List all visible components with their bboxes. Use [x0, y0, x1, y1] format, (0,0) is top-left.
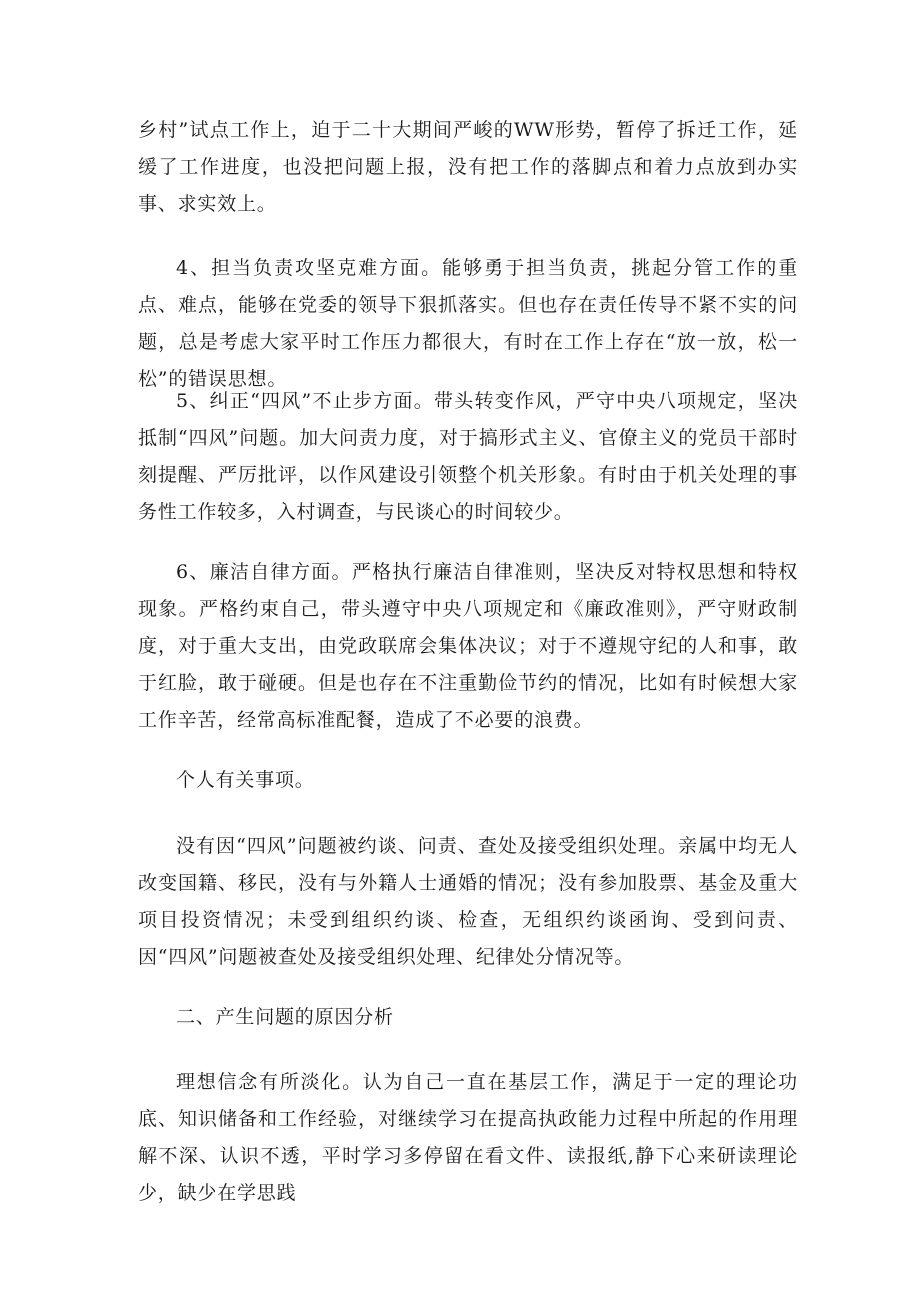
paragraph-personal-matters: 没有因“四风”问题被约谈、问责、查处及接受组织处理。亲属中均无人改变国籍、移民，没有与外籍人士通婚的情况；没有参加股票、基金及重大项目投资情况；未受到组织约谈、检查，无组织约谈函询、受到问责、因“四风”问题被查处及接受组织处理、纪律处分情况等。	[138, 835, 798, 968]
paragraph-continuation: 乡村”试点工作上，迫于二十大期间严峻的WW形势，暂停了拆迁工作，延缓了工作进度，也没把问题上报，没有把工作的落脚点和着力点放到办实事、求实效上。	[138, 119, 798, 215]
paragraph-cause-analysis: 理想信念有所淡化。认为自己一直在基层工作，满足于一定的理论功底、知识储备和工作经验，对继续学习在提高执政能力过程中所起的作用理解不深、认识不透，平时学习多停留在看文件、读报纸,静下心来研读理论少，缺少在学思践	[138, 1071, 798, 1204]
paragraph-item-4: 4、担当负责攻坚克难方面。能够勇于担当负责，挑起分管工作的重点、难点，能够在党委的领导下狠抓落实。但也存在责任传导不紧不实的问题，总是考虑大家平时工作压力都很大，有时在工作上存在“放一放，松一松”的错误思想。	[138, 257, 798, 390]
paragraph-item-5: 5、纠正“四风”不止步方面。带头转变作风，严守中央八项规定，坚决抵制“四风”问题。加大问责力度，对于搞形式主义、官僚主义的党员干部时刻提醒、严厉批评，以作风建设引领整个机关形象。有时由于机关处理的事务性工作较多，入村调查，与民谈心的时间较少。	[138, 390, 798, 523]
section-heading: 二、产生问题的原因分析	[176, 1006, 394, 1028]
paragraph-personal-matters-heading: 个人有关事项。	[176, 769, 315, 791]
paragraph-item-6: 6、廉洁自律方面。严格执行廉洁自律准则，坚决反对特权思想和特权现象。严格约束自己，带头遵守中央八项规定和《廉政准则》，严守财政制度，对于重大支出，由党政联席会集体决议；对于不遵规守纪的人和事，敢于红脸，敢于碰硬。但是也存在不注重勤俭节约的情况，比如有时候想大家工作辛苦，经常高标准配餐，造成了不必要的浪费。	[138, 561, 798, 731]
